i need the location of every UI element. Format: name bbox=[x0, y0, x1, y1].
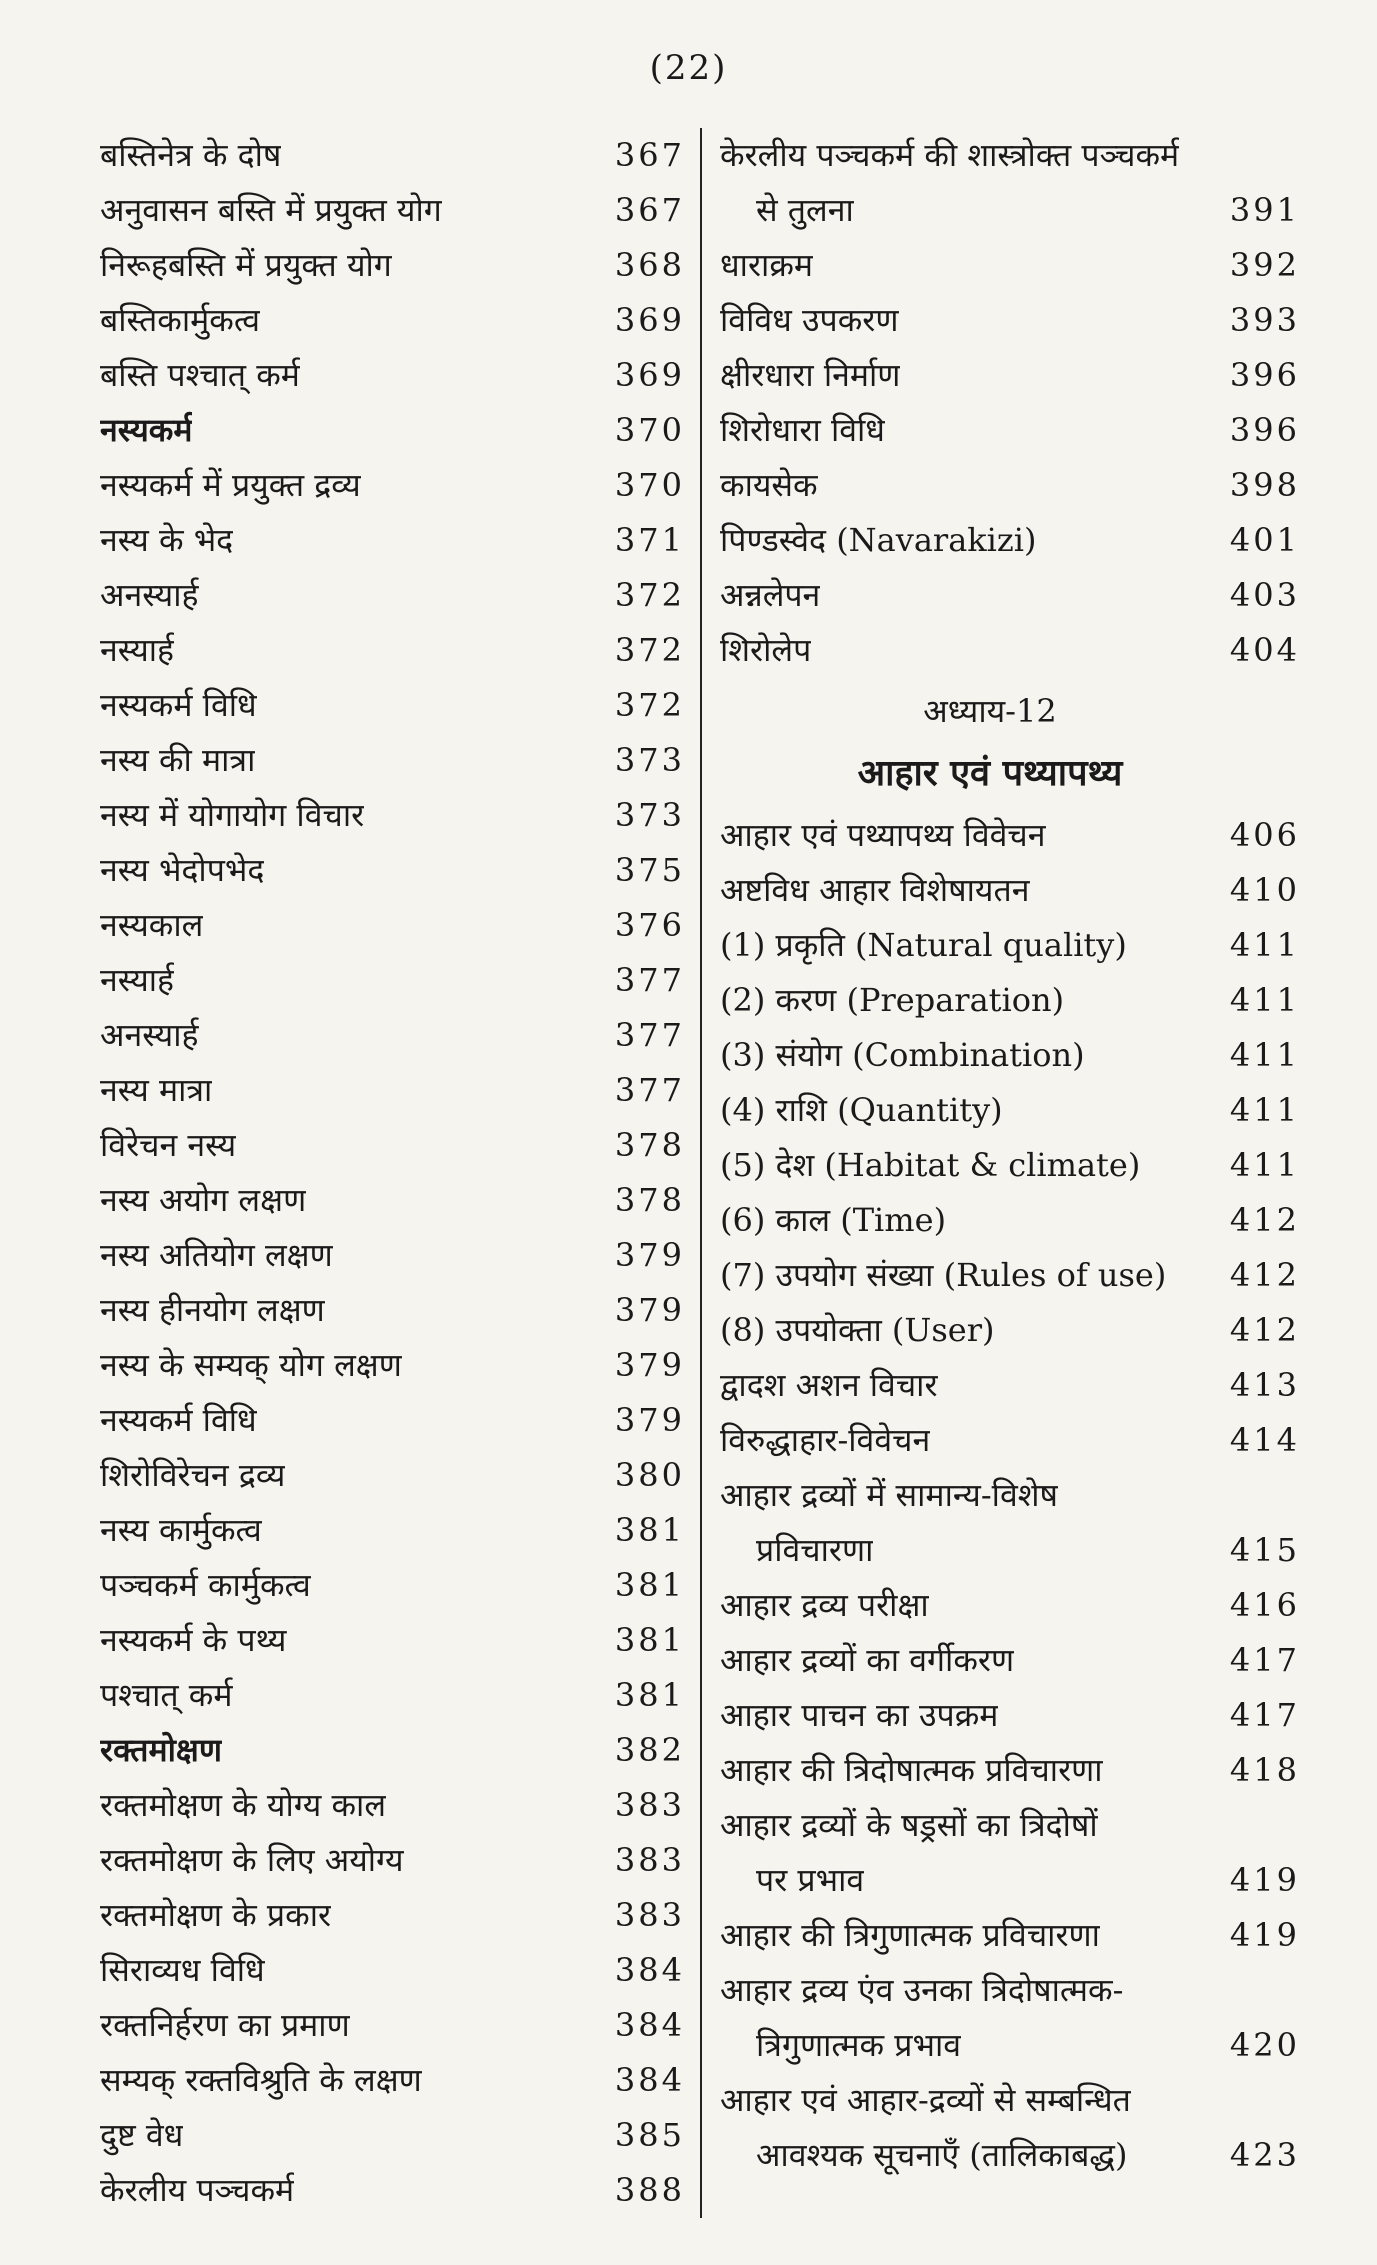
toc-entry-page: 414 bbox=[1229, 1421, 1300, 1459]
toc-entry-title: आवश्यक सूचनाएँ (तालिकाबद्ध) bbox=[756, 2136, 1128, 2174]
toc-entry-page: 378 bbox=[614, 1126, 685, 1164]
toc-entry-title: (6) काल (Time) bbox=[720, 1201, 947, 1239]
toc-entry bbox=[720, 1468, 1300, 1523]
toc-entry-page: 377 bbox=[614, 1071, 685, 1109]
toc-entry-title: आहार की त्रिगुणात्मक प्रविचारणा bbox=[720, 1916, 1100, 1954]
toc-entry-title: द्वादश अशन विचार bbox=[720, 1366, 938, 1404]
toc-entry bbox=[720, 918, 1300, 973]
toc-entry bbox=[100, 183, 685, 238]
toc-entry bbox=[100, 1668, 685, 1723]
toc-entry bbox=[720, 1633, 1300, 1688]
toc-entry-page: 379 bbox=[614, 1236, 685, 1274]
toc-entry-page: 372 bbox=[614, 631, 685, 669]
toc-entry-title: आहार द्रव्यों के षड्रसों का त्रिदोषों bbox=[720, 1806, 1098, 1844]
toc-entry-page: 416 bbox=[1229, 1586, 1300, 1624]
toc-entry bbox=[720, 1193, 1300, 1248]
toc-entry-title: त्रिगुणात्मक प्रभाव bbox=[756, 2026, 962, 2064]
toc-entry-title: क्षीरधारा निर्माण bbox=[720, 356, 901, 394]
toc-entry-page: 383 bbox=[614, 1841, 685, 1879]
toc-entry-title: नस्य में योगायोग विचार bbox=[100, 796, 365, 834]
toc-entry bbox=[720, 1303, 1300, 1358]
toc-entry-page: 411 bbox=[1229, 926, 1300, 964]
toc-entry bbox=[720, 403, 1300, 458]
toc-entry-title: निरूहबस्ति में प्रयुक्त योग bbox=[100, 246, 392, 284]
toc-entry bbox=[100, 1998, 685, 2053]
toc-entry-title: आहार द्रव्य एंव उनका त्रिदोषात्मक- bbox=[720, 1971, 1124, 2009]
toc-entry-page: 380 bbox=[614, 1456, 685, 1494]
toc-entry-page: 377 bbox=[614, 1016, 685, 1054]
toc-entry-page: 393 bbox=[1229, 301, 1300, 339]
toc-entry bbox=[100, 1613, 685, 1668]
toc-entry bbox=[100, 458, 685, 513]
toc-entry-title: नस्य के सम्यक् योग लक्षण bbox=[100, 1346, 402, 1384]
toc-entry-page: 381 bbox=[614, 1621, 685, 1659]
toc-entry-title: शिरोलेप bbox=[720, 631, 812, 669]
toc-entry-page: 413 bbox=[1229, 1366, 1300, 1404]
toc-entry-title: (8) उपयोक्ता (User) bbox=[720, 1311, 995, 1349]
page-number: (22) bbox=[649, 48, 728, 88]
toc-entry-title: रक्तमोक्षण bbox=[100, 1731, 222, 1769]
toc-entry-title: नस्यकाल bbox=[100, 906, 204, 944]
toc-entry bbox=[720, 1963, 1300, 2018]
toc-entry-page: 417 bbox=[1229, 1641, 1300, 1679]
toc-entry-page: 404 bbox=[1229, 631, 1300, 669]
toc-entry-title: नस्य हीनयोग लक्षण bbox=[100, 1291, 325, 1329]
toc-entry bbox=[100, 128, 685, 183]
toc-entry-page: 367 bbox=[614, 136, 685, 174]
toc-entry-page: 382 bbox=[614, 1731, 685, 1769]
toc-entry-title: (5) देश (Habitat & climate) bbox=[720, 1146, 1141, 1184]
toc-entry bbox=[100, 1063, 685, 1118]
toc-entry bbox=[720, 1523, 1300, 1578]
toc-entry bbox=[720, 348, 1300, 403]
toc-entry bbox=[720, 128, 1300, 183]
toc-entry-page: 369 bbox=[614, 301, 685, 339]
toc-entry-page: 379 bbox=[614, 1291, 685, 1329]
toc-entry bbox=[720, 2018, 1300, 2073]
toc-entry bbox=[100, 1118, 685, 1173]
toc-entry-title: अष्टविध आहार विशेषायतन bbox=[720, 871, 1030, 909]
toc-entry-title: कायसेक bbox=[720, 466, 818, 504]
toc-entry-title: विविध उपकरण bbox=[720, 301, 899, 339]
toc-entry-page: 391 bbox=[1229, 191, 1300, 229]
toc-entry-page: 381 bbox=[614, 1676, 685, 1714]
toc-entry-title: शिरोधारा विधि bbox=[720, 411, 885, 449]
toc-entry-page: 411 bbox=[1229, 1146, 1300, 1184]
toc-entry bbox=[720, 1853, 1300, 1908]
toc-entry-title: धाराक्रम bbox=[720, 246, 814, 284]
toc-entry-title: पश्चात् कर्म bbox=[100, 1676, 233, 1714]
toc-entry bbox=[100, 1393, 685, 1448]
toc-entry-page: 417 bbox=[1229, 1696, 1300, 1734]
toc-entry-title: नस्य अतियोग लक्षण bbox=[100, 1236, 333, 1274]
toc-entry bbox=[100, 1228, 685, 1283]
toc-entry-page: 383 bbox=[614, 1896, 685, 1934]
toc-entry-title: (3) संयोग (Combination) bbox=[720, 1036, 1085, 1074]
toc-entry-page: 403 bbox=[1229, 576, 1300, 614]
toc-entry bbox=[100, 1283, 685, 1338]
toc-entry-page: 375 bbox=[614, 851, 685, 889]
toc-entry-title: अनस्यार्ह bbox=[100, 576, 199, 614]
toc-entry-page: 423 bbox=[1229, 2136, 1300, 2174]
toc-entry bbox=[720, 568, 1300, 623]
toc-entry-title: केरलीय पञ्चकर्म bbox=[100, 2171, 295, 2209]
toc-entry-title: पर प्रभाव bbox=[756, 1861, 865, 1899]
toc-entry bbox=[100, 1943, 685, 1998]
toc-entry bbox=[100, 2108, 685, 2163]
toc-entry bbox=[720, 458, 1300, 513]
toc-entry bbox=[100, 1503, 685, 1558]
toc-entry-title: आहार की त्रिदोषात्मक प्रविचारणा bbox=[720, 1751, 1103, 1789]
toc-entry-page: 396 bbox=[1229, 411, 1300, 449]
toc-entry bbox=[720, 1248, 1300, 1303]
toc-entry bbox=[720, 973, 1300, 1028]
toc-entry bbox=[720, 183, 1300, 238]
toc-entry-title: नस्य मात्रा bbox=[100, 1071, 213, 1109]
toc-entry-page: 410 bbox=[1229, 871, 1300, 909]
toc-entry bbox=[720, 1908, 1300, 1963]
toc-entry bbox=[720, 808, 1300, 863]
toc-entry bbox=[100, 1558, 685, 1613]
toc-entry-title: अन्नलेपन bbox=[720, 576, 821, 614]
toc-right-column bbox=[720, 128, 1300, 2183]
toc-entry-page: 373 bbox=[614, 796, 685, 834]
toc-entry bbox=[720, 1688, 1300, 1743]
toc-entry-page: 370 bbox=[614, 411, 685, 449]
toc-entry-title: रक्तनिर्हरण का प्रमाण bbox=[100, 2006, 350, 2044]
toc-entry bbox=[100, 733, 685, 788]
toc-entry bbox=[720, 1578, 1300, 1633]
toc-entry-title: नस्यार्ह bbox=[100, 961, 175, 999]
toc-entry-title: नस्य अयोग लक्षण bbox=[100, 1181, 307, 1219]
toc-entry bbox=[100, 1008, 685, 1063]
toc-entry-page: 411 bbox=[1229, 1091, 1300, 1129]
toc-entry-title: विरुद्धाहार-विवेचन bbox=[720, 1421, 931, 1459]
toc-entry-page: 412 bbox=[1229, 1311, 1300, 1349]
toc-entry-title: नस्यकर्म के पथ्य bbox=[100, 1621, 287, 1659]
toc-entry-title: अनुवासन बस्ति में प्रयुक्त योग bbox=[100, 191, 442, 229]
toc-entry-title: केरलीय पञ्चकर्म की शास्त्रोक्त पञ्चकर्म bbox=[720, 136, 1180, 174]
toc-entry-page: 406 bbox=[1229, 816, 1300, 854]
toc-entry-title: बस्ति पश्चात् कर्म bbox=[100, 356, 300, 394]
toc-entry-page: 420 bbox=[1229, 2026, 1300, 2064]
toc-entry-page: 372 bbox=[614, 576, 685, 614]
toc-entry bbox=[100, 1448, 685, 1503]
toc-entry-title: नस्य भेदोपभेद bbox=[100, 851, 265, 889]
toc-entry bbox=[100, 238, 685, 293]
toc-entry bbox=[100, 1778, 685, 1833]
toc-entry-title: (4) राशि (Quantity) bbox=[720, 1091, 1003, 1129]
toc-entry-title: नस्यार्ह bbox=[100, 631, 175, 669]
toc-entry bbox=[100, 953, 685, 1008]
toc-entry bbox=[100, 513, 685, 568]
toc-section-heading bbox=[100, 403, 685, 458]
toc-entry-title: नस्यकर्म विधि bbox=[100, 686, 257, 724]
toc-entry-title: आहार द्रव्यों में सामान्य-विशेष bbox=[720, 1476, 1059, 1514]
toc-entry-title: शिरोविरेचन द्रव्य bbox=[100, 1456, 286, 1494]
toc-entry bbox=[100, 623, 685, 678]
toc-entry-title: प्रविचारणा bbox=[756, 1531, 874, 1569]
toc-entry-title: नस्य के भेद bbox=[100, 521, 234, 559]
toc-entry bbox=[720, 1138, 1300, 1193]
toc-entry-title: आहार पाचन का उपक्रम bbox=[720, 1696, 999, 1734]
toc-entry-title: आहार द्रव्यों का वर्गीकरण bbox=[720, 1641, 1015, 1679]
toc-entry-title: नस्यकर्म में प्रयुक्त द्रव्य bbox=[100, 466, 361, 504]
toc-entry-page: 411 bbox=[1229, 1036, 1300, 1074]
toc-entry-title: नस्य की मात्रा bbox=[100, 741, 256, 779]
toc-entry-page: 381 bbox=[614, 1511, 685, 1549]
toc-entry bbox=[720, 2128, 1300, 2183]
toc-entry-page: 378 bbox=[614, 1181, 685, 1219]
toc-entry-title: रक्तमोक्षण के प्रकार bbox=[100, 1896, 332, 1934]
toc-entry-title: रक्तमोक्षण के योग्य काल bbox=[100, 1786, 387, 1824]
toc-entry-page: 383 bbox=[614, 1786, 685, 1824]
toc-entry-page: 411 bbox=[1229, 981, 1300, 1019]
toc-entry bbox=[100, 788, 685, 843]
toc-entry-page: 371 bbox=[614, 521, 685, 559]
toc-entry-page: 396 bbox=[1229, 356, 1300, 394]
toc-entry-page: 415 bbox=[1229, 1531, 1300, 1569]
toc-entry bbox=[720, 293, 1300, 348]
toc-entry-title: आहार एवं आहार-द्रव्यों से सम्बन्धित bbox=[720, 2081, 1131, 2119]
toc-entry-page: 373 bbox=[614, 741, 685, 779]
toc-entry-title: सम्यक् रक्तविश्रुति के लक्षण bbox=[100, 2061, 422, 2099]
toc-entry-page: 412 bbox=[1229, 1201, 1300, 1239]
toc-entry-page: 367 bbox=[614, 191, 685, 229]
toc-entry-page: 372 bbox=[614, 686, 685, 724]
toc-entry bbox=[720, 2073, 1300, 2128]
toc-entry-title: नस्यकर्म bbox=[100, 411, 193, 449]
toc-entry bbox=[100, 898, 685, 953]
toc-entry bbox=[720, 1798, 1300, 1853]
toc-entry bbox=[100, 678, 685, 733]
toc-entry-page: 369 bbox=[614, 356, 685, 394]
chapter-label: अध्याय-12 bbox=[923, 692, 1057, 730]
toc-entry bbox=[100, 1833, 685, 1888]
toc-entry-page: 384 bbox=[614, 2061, 685, 2099]
toc-entry-page: 388 bbox=[614, 2171, 685, 2209]
toc-entry-page: 385 bbox=[614, 2116, 685, 2154]
toc-entry-page: 398 bbox=[1229, 466, 1300, 504]
toc-entry bbox=[100, 1173, 685, 1228]
toc-entry bbox=[100, 843, 685, 898]
toc-entry bbox=[100, 348, 685, 403]
toc-entry-title: (1) प्रकृति (Natural quality) bbox=[720, 926, 1127, 964]
toc-entry bbox=[720, 1413, 1300, 1468]
toc-entry-page: 419 bbox=[1229, 1861, 1300, 1899]
toc-entry-page: 370 bbox=[614, 466, 685, 504]
toc-entry-title: पञ्चकर्म कार्मुकत्व bbox=[100, 1566, 311, 1604]
toc-entry-title: बस्तिकार्मुकत्व bbox=[100, 301, 261, 339]
toc-entry-page: 379 bbox=[614, 1346, 685, 1384]
toc-entry-page: 379 bbox=[614, 1401, 685, 1439]
toc-entry-page: 384 bbox=[614, 2006, 685, 2044]
toc-entry bbox=[720, 238, 1300, 293]
toc-entry-title: नस्य कार्मुकत्व bbox=[100, 1511, 262, 1549]
toc-entry-title: दुष्ट वेध bbox=[100, 2116, 184, 2154]
toc-entry-title: (2) करण (Preparation) bbox=[720, 981, 1065, 1019]
toc-entry-page: 392 bbox=[1229, 246, 1300, 284]
toc-entry-title: पिण्डस्वेद (Navarakizi) bbox=[720, 521, 1037, 559]
toc-entry bbox=[100, 2053, 685, 2108]
toc-entry-page: 377 bbox=[614, 961, 685, 999]
toc-entry bbox=[720, 1358, 1300, 1413]
toc-entry-page: 384 bbox=[614, 1951, 685, 1989]
column-divider bbox=[700, 128, 702, 2218]
toc-entry bbox=[100, 568, 685, 623]
toc-entry bbox=[720, 513, 1300, 568]
toc-entry-title: विरेचन नस्य bbox=[100, 1126, 237, 1164]
toc-entry-page: 412 bbox=[1229, 1256, 1300, 1294]
toc-entry bbox=[720, 863, 1300, 918]
toc-entry bbox=[720, 1743, 1300, 1798]
toc-entry-title: बस्तिनेत्र के दोष bbox=[100, 136, 282, 174]
toc-entry-title: सिराव्यध विधि bbox=[100, 1951, 265, 1989]
toc-entry-title: रक्तमोक्षण के लिए अयोग्य bbox=[100, 1841, 404, 1879]
toc-entry-title: नस्यकर्म विधि bbox=[100, 1401, 257, 1439]
toc-entry bbox=[100, 293, 685, 348]
toc-section-heading bbox=[100, 1723, 685, 1778]
toc-entry-page: 381 bbox=[614, 1566, 685, 1604]
toc-entry-page: 401 bbox=[1229, 521, 1300, 559]
toc-entry-title: अनस्यार्ह bbox=[100, 1016, 199, 1054]
toc-entry bbox=[100, 2163, 685, 2218]
toc-entry bbox=[720, 623, 1300, 678]
toc-entry-title: आहार एवं पथ्यापथ्य विवेचन bbox=[720, 816, 1046, 854]
toc-entry-title: (7) उपयोग संख्या (Rules of use) bbox=[720, 1256, 1167, 1294]
toc-entry bbox=[100, 1888, 685, 1943]
toc-entry-title: आहार द्रव्य परीक्षा bbox=[720, 1586, 929, 1624]
toc-entry bbox=[100, 1338, 685, 1393]
toc-entry-title: से तुलना bbox=[756, 191, 854, 229]
chapter-heading: आहार एवं पथ्यापथ्य bbox=[857, 752, 1123, 794]
toc-entry-page: 419 bbox=[1229, 1916, 1300, 1954]
toc-left-column bbox=[100, 128, 685, 2218]
toc-entry bbox=[720, 1028, 1300, 1083]
toc-entry-page: 376 bbox=[614, 906, 685, 944]
toc-entry-page: 418 bbox=[1229, 1751, 1300, 1789]
toc-entry-page: 368 bbox=[614, 246, 685, 284]
toc-entry bbox=[720, 1083, 1300, 1138]
